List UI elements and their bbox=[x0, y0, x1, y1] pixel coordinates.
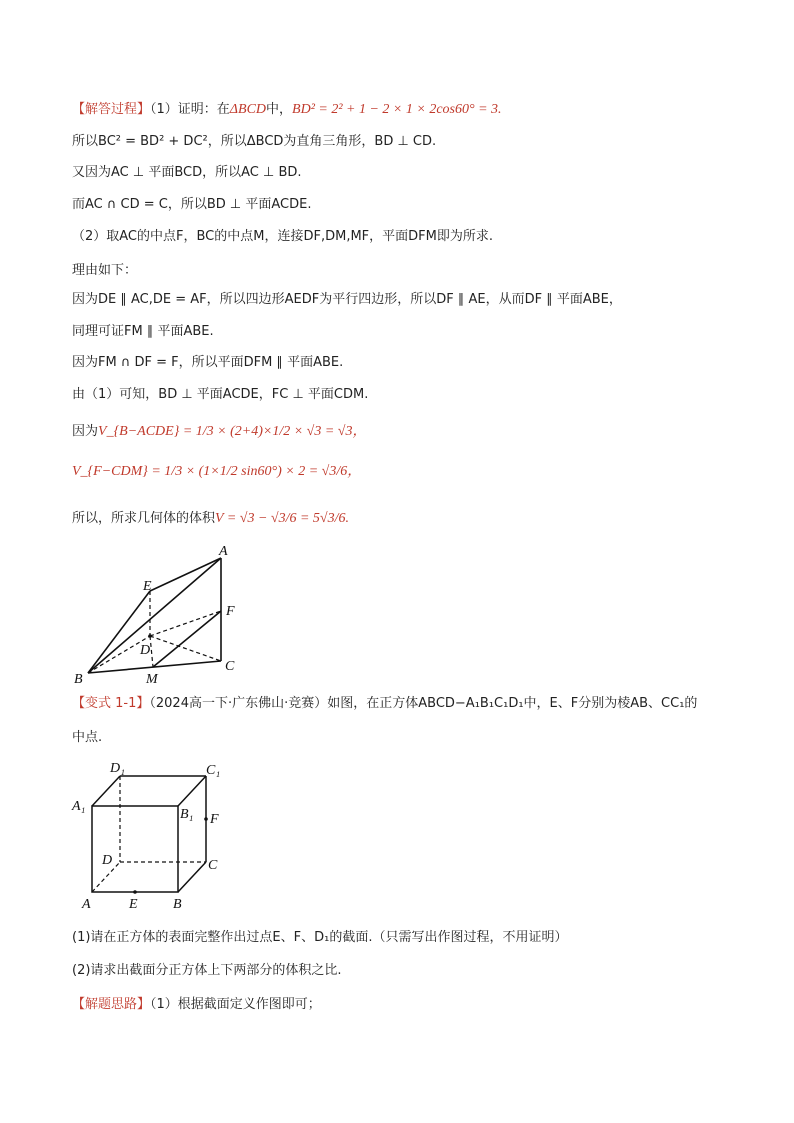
label-A1: A₁ bbox=[72, 799, 86, 814]
solution-line-11: 因为V_{B−ACDE} = 1/3 × (2+4)×1/2 × √3 = √3， bbox=[72, 424, 367, 439]
label-C: C bbox=[208, 858, 218, 873]
label-D: D bbox=[140, 643, 151, 658]
solution-line-7: 因为DE ∥ AC,DE = AF，所以四边形AEDF为平行四边形，所以DF ∥ AE，从而DF ∥ 平面ABE， bbox=[72, 292, 622, 307]
figure-2-cube bbox=[66, 752, 236, 912]
label-C1: C₁ bbox=[206, 763, 221, 778]
label-E: E bbox=[129, 897, 138, 912]
variant-line-1: 【变式 1-1】（2024高一下·广东佛山·竞赛）如图，在正方体ABCD−A₁B₁C₁D₁中，E、F分别为棱AB、CC₁的 bbox=[72, 696, 698, 711]
label-B1: B₁ bbox=[180, 807, 194, 822]
figure-1-polyhedron bbox=[66, 536, 256, 688]
solution-line-12: V_{F−CDM} = 1/3 × (1×1/2 sin60°) × 2 = √3/6， bbox=[72, 464, 362, 479]
label-A: A bbox=[219, 544, 228, 559]
variant-line-2: 中点. bbox=[72, 730, 103, 745]
solution-line-1: 【解答过程】（1）证明：在ΔBCD中，BD² = 2² + 1 − 2 × 1 × 2cos60° = 3. bbox=[72, 102, 502, 117]
label-B: B bbox=[173, 897, 182, 912]
solution-line-2: 所以BC² = BD² + DC²，所以ΔBCD为直角三角形，BD ⊥ CD. bbox=[72, 134, 437, 149]
question-2: (2)请求出截面分正方体上下两部分的体积之比. bbox=[72, 963, 342, 978]
variant-source: （2024高一下·广东佛山·竞赛） bbox=[149, 696, 328, 711]
label-A: A bbox=[82, 897, 91, 912]
thought-tag: 【解题思路】 bbox=[72, 997, 151, 1012]
variant-tag: 【变式 1-1】 bbox=[72, 696, 150, 711]
solution-tag: 【解答过程】 bbox=[72, 102, 151, 117]
solution-line-5: （2）取AC的中点F，BC的中点M，连接DF,DM,MF，平面DFM即为所求. bbox=[72, 229, 493, 244]
label-D: D bbox=[102, 853, 113, 868]
solution-line-3: 又因为AC ⊥ 平面BCD，所以AC ⊥ BD. bbox=[72, 165, 302, 180]
solution-line-9: 因为FM ∩ DF = F，所以平面DFM ∥ 平面ABE. bbox=[72, 355, 344, 370]
label-D1: D₁ bbox=[110, 761, 125, 776]
label-F: F bbox=[226, 604, 235, 619]
solution-line-8: 同理可证FM ∥ 平面ABE. bbox=[72, 324, 214, 339]
label-M: M bbox=[146, 672, 158, 687]
solution-line-10: 由（1）可知，BD ⊥ 平面ACDE，FC ⊥ 平面CDM. bbox=[72, 387, 369, 402]
label-C: C bbox=[225, 659, 235, 674]
label-B: B bbox=[74, 672, 83, 687]
question-1: (1)请在正方体的表面完整作出过点E、F、D₁的截面.（只需写出作图过程，不用证明） bbox=[72, 930, 568, 945]
label-F: F bbox=[210, 812, 219, 827]
thought-line: 【解题思路】（1）根据截面定义作图即可； bbox=[72, 997, 321, 1012]
solution-line-13: 所以，所求几何体的体积V = √3 − √3/6 = 5√3/6. bbox=[72, 511, 349, 526]
label-E: E bbox=[143, 579, 152, 594]
solution-line-4: 而AC ∩ CD = C，所以BD ⊥ 平面ACDE. bbox=[72, 197, 312, 212]
solution-line-6: 理由如下： bbox=[72, 263, 138, 278]
